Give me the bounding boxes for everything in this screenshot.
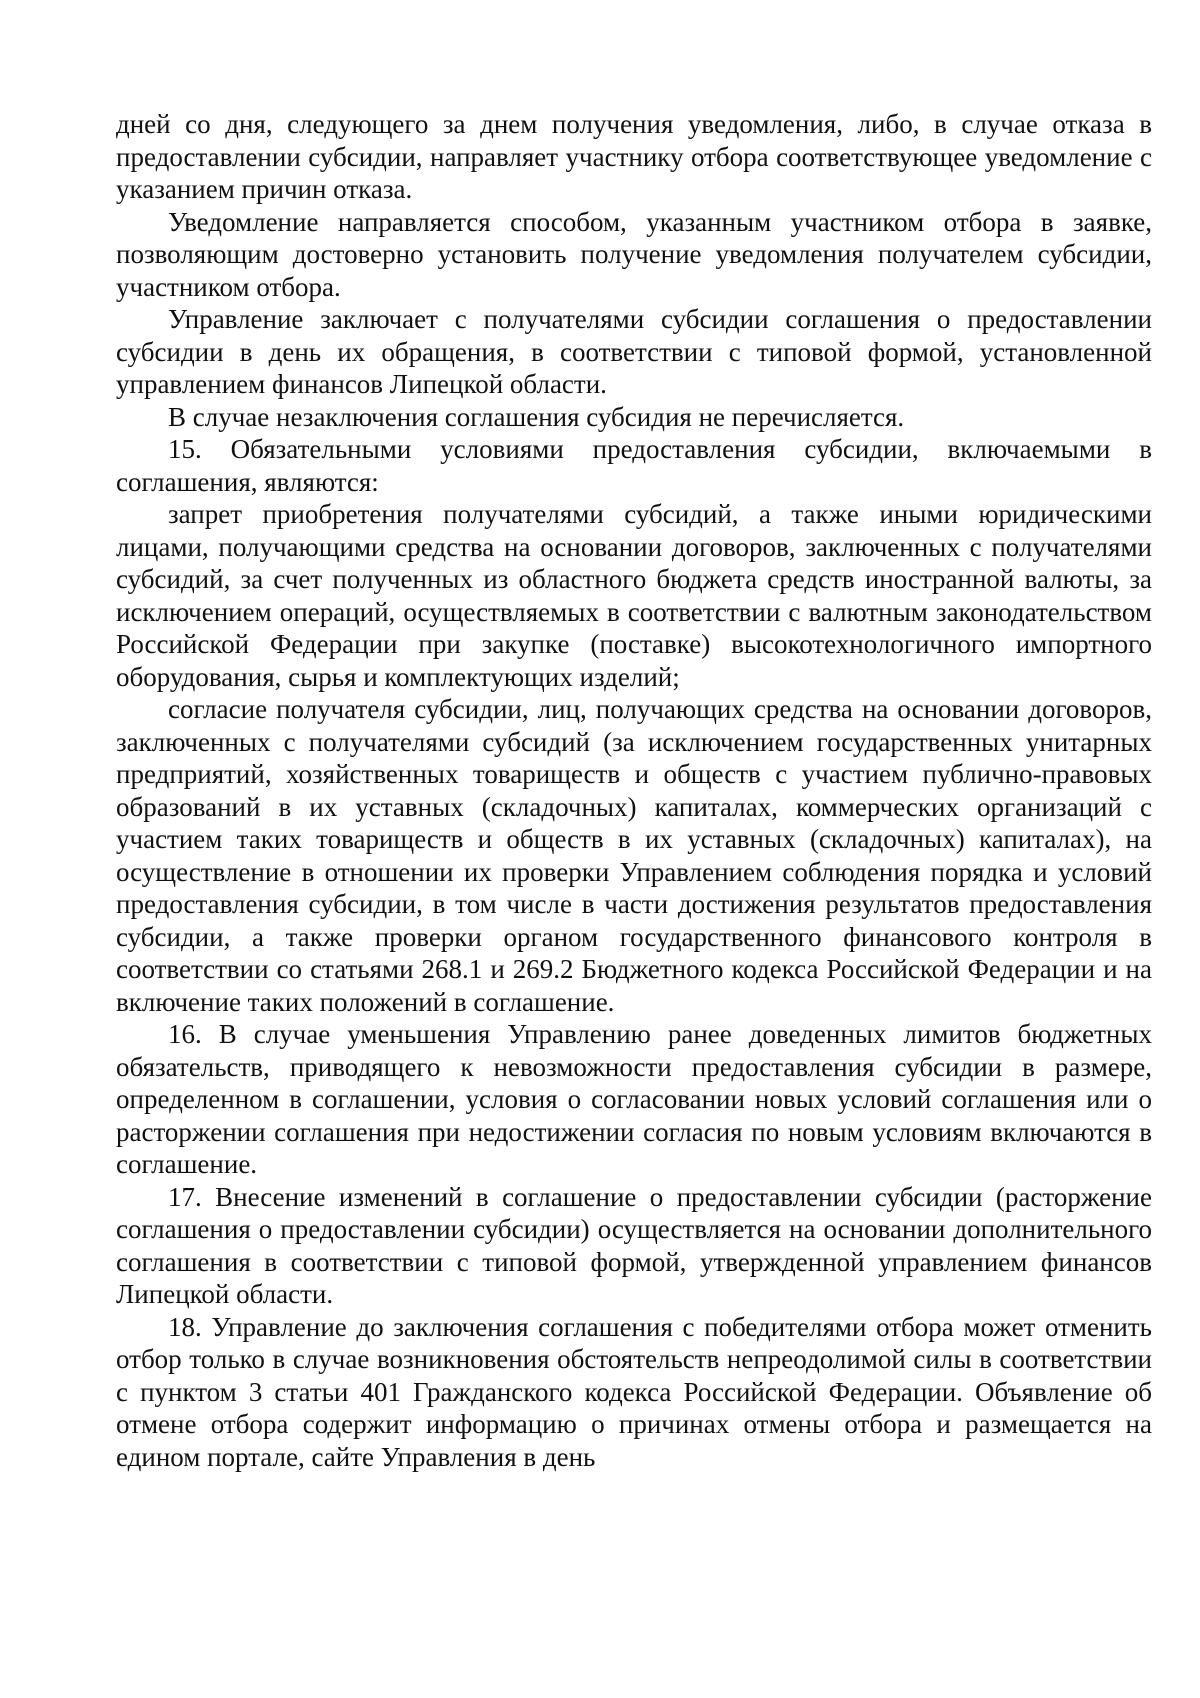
paragraph-item-18: 18. Управление до заключения соглашения с победителями отбора может отменить отбор только в случае возникновения обстоятельств непреодолимой силы в соответствии с пунктом 3 статьи 401 Гражданского кодекса Российской Федерации. Объявление об отмене отбора содержит информацию о причинах отмены отбора и размещается на едином портале, сайте Управления в день <box>116 1311 1152 1472</box>
paragraph-notification-method: Уведомление направляется способом, указанным участником отбора в заявке, позволяющим достоверно установить получение уведомления получателем субсидии, участником отбора. <box>116 206 1152 302</box>
paragraph-item-16: 16. В случае уменьшения Управлению ранее доведенных лимитов бюджетных обязательств, приводящего к невозможности предоставления субсидии в размере, определенном в соглашении, условия о согласовании новых условий соглашения или о расторжении соглашения при недостижении согласия по новым условиям включаются в соглашение. <box>116 1019 1152 1179</box>
document-page <box>116 108 1152 1473</box>
paragraph-item-17: 17. Внесение изменений в соглашение о предоставлении субсидии (расторжение соглашения о предоставлении субсидии) осуществляется на основании дополнительного соглашения в соответствии с типовой формой, утвержденной управлением финансов Липецкой области. <box>116 1181 1152 1309</box>
paragraph-recipient-consent: согласие получателя субсидии, лиц, получающих средства на основании договоров, заключенных с получателями субсидий (за исключением государственных унитарных предприятий, хозяйственных товариществ и обществ с участием публично-правовых образований в их уставных (складочных) капиталах, коммерческих организаций с участием таких товариществ и обществ в их уставных (складочных) капиталах), на осуществление в отношении их проверки Управлением соблюдения порядка и условий предоставления субсидии, в том числе в части достижения результатов предоставления субсидии, а также проверки органом государственного финансового контроля в соответствии со статьями 268.1 и 269.2 Бюджетного кодекса Российской Федерации и на включение таких положений в соглашение. <box>116 694 1152 1017</box>
paragraph-1-continuation: дней со дня, следующего за днем получения уведомления, либо, в случае отказа в предоставлении субсидии, направляет участнику отбора соответствующее уведомление с указанием причин отказа. <box>116 109 1152 204</box>
paragraph-item-15: 15. Обязательными условиями предоставления субсидии, включаемыми в соглашения, являются: <box>116 434 1152 497</box>
paragraph-currency-ban: запрет приобретения получателями субсидий, а также иными юридическими лицами, получающими средства на основании договоров, заключенных с получателями субсидий, за счет полученных из областного бюджета средств иностранной валюты, за исключением операций, осуществляемых в соответствии с валютным законодательством Российской Федерации при закупке (поставке) высокотехнологичного импортного оборудования, сырья и комплектующих изделий; <box>116 499 1152 692</box>
paragraph-no-agreement: В случае незаключения соглашения субсидия не перечисляется. <box>168 401 905 432</box>
paragraph-agreement-conclusion: Управление заключает с получателями субсидии соглашения о предоставлении субсидии в день их обращения, в соответствии с типовой формой, установленной управлением финансов Липецкой области. <box>116 304 1152 399</box>
